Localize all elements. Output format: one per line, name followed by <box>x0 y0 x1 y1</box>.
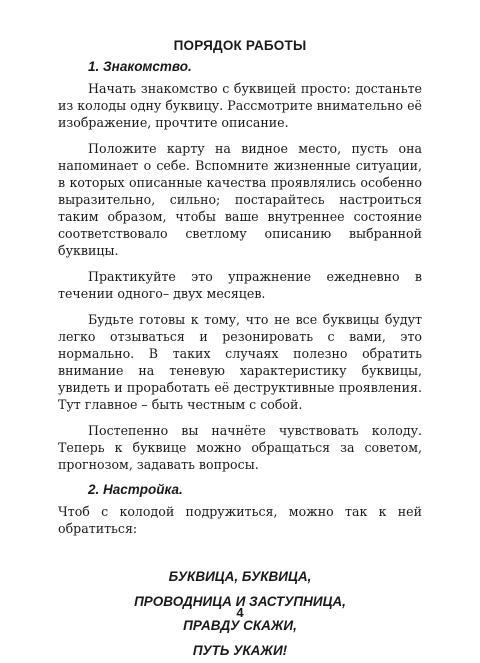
paragraph: Практикуйте это упражнение ежедневно в течении одного– двух месяцев. <box>58 268 422 302</box>
page-title: ПОРЯДОК РАБОТЫ <box>58 38 422 53</box>
section-heading-tuning: 2. Настройка. <box>58 482 422 497</box>
paragraph: Начать знакомство с буквицей просто: достаньте из колоды одну буквицу. Рассмотрите внимательно её изображение, прочтите описание. <box>58 80 422 131</box>
verse-line: БУКВИЦА, БУКВИЦА, <box>58 565 422 590</box>
section-heading-acquaintance: 1. Знакомство. <box>58 59 422 74</box>
page-number: 4 <box>0 605 480 620</box>
verse-line: ПРОВОДНИЦА И ЗАСТУПНИЦА, <box>58 590 422 615</box>
verse-line: ПУТЬ УКАЖИ! <box>58 639 422 663</box>
paragraph: Будьте готовы к тому, что не все буквицы будут легко отзываться и резонировать с вами, это нормально. В таких случаях полезно обратить внимание на теневую характеристику буквицы, увидеть и проработать её деструктивные проявления. Тут главное – быть честным с собой. <box>58 311 422 413</box>
paragraph: Постепенно вы начнёте чувствовать колоду. Теперь к буквице можно обращаться за советом, прогнозом, задавать вопросы. <box>58 422 422 473</box>
verse-line: ПРАВДУ СКАЖИ, <box>58 614 422 639</box>
paragraph: Положите карту на видное место, пусть она напоминает о себе. Вспомните жизненные ситуации, в которых описанные качества проявлялись особенно выразительно, сильно; постарайтесь настроиться таким образом, чтобы ваше внутреннее состояние соответствовало светлому описанию выбранной буквицы. <box>58 140 422 259</box>
intro-line: Чтоб с колодой подружиться, можно так к ней обратиться: <box>58 503 422 537</box>
